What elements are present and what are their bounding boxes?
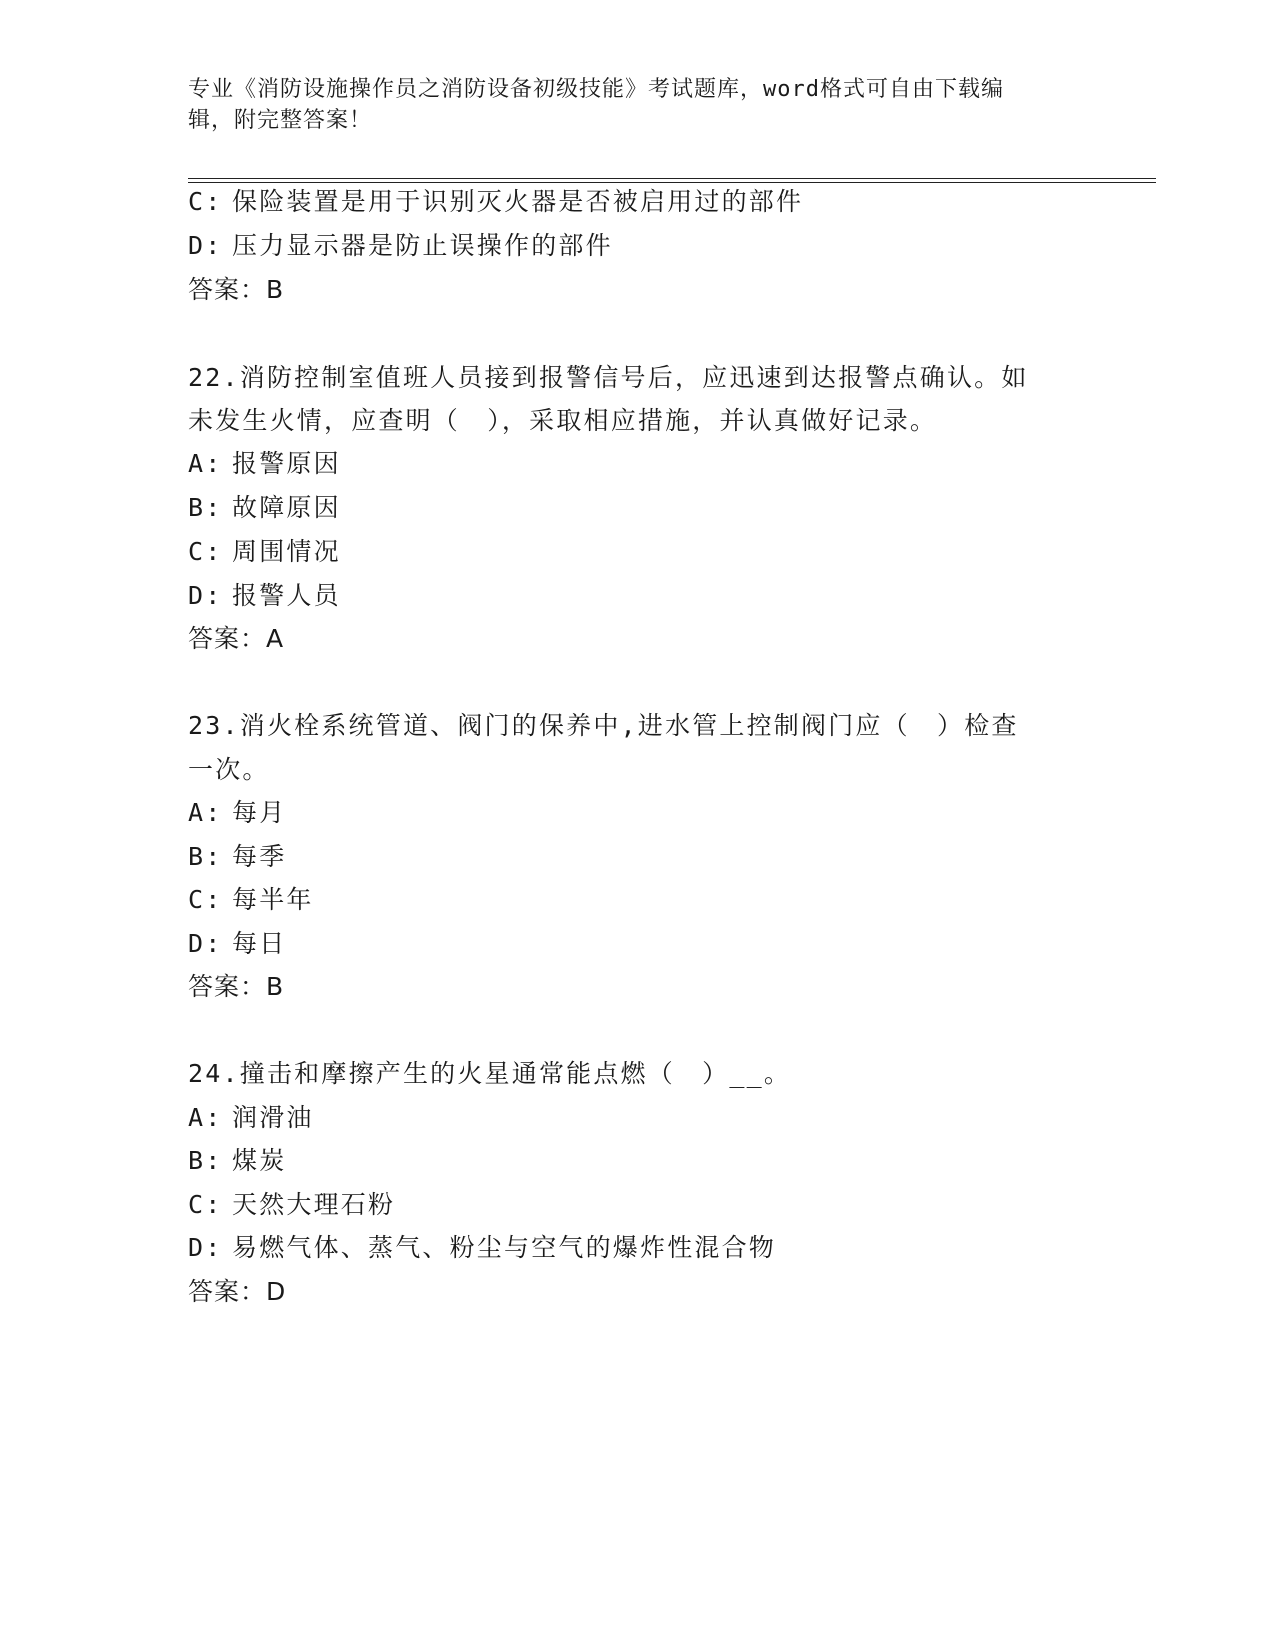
option-label: A: bbox=[188, 798, 223, 827]
option-text: 天然大理石粉 bbox=[232, 1190, 396, 1219]
option-text: 每日 bbox=[232, 929, 287, 958]
option-text: 每月 bbox=[232, 798, 287, 827]
option-d bbox=[188, 929, 286, 959]
option-text: 每半年 bbox=[232, 885, 314, 914]
option-text: 每季 bbox=[232, 842, 287, 871]
option-b bbox=[188, 493, 341, 523]
option-label: B: bbox=[188, 842, 223, 871]
option-a bbox=[188, 1103, 314, 1133]
option-label: C: bbox=[188, 1190, 223, 1219]
question-23-stem-line-1: 23.消火栓系统管道、阀门的保养中,进水管上控制阀门应（ ）检查 bbox=[188, 711, 1019, 740]
option-label: B: bbox=[188, 493, 223, 522]
option-label: D: bbox=[188, 231, 223, 260]
option-c bbox=[188, 885, 314, 915]
header-line-2: 辑，附完整答案！ bbox=[188, 108, 373, 133]
answer-line: 答案：B bbox=[188, 972, 285, 1001]
question-22-stem-line-2: 未发生火情，应查明（ ），采取相应措施，并认真做好记录。 bbox=[188, 406, 938, 435]
option-text: 报警原因 bbox=[232, 449, 341, 478]
answer-line: 答案：B bbox=[188, 275, 285, 304]
option-c bbox=[188, 537, 341, 567]
question-22-stem-line-1: 22.消防控制室值班人员接到报警信号后，应迅速到达报警点确认。如 bbox=[188, 363, 1029, 392]
option-label: D: bbox=[188, 1233, 223, 1262]
answer-line: 答案：D bbox=[188, 1277, 287, 1306]
option-text: 润滑油 bbox=[232, 1103, 314, 1132]
option-text: 报警人员 bbox=[232, 581, 341, 610]
option-label: C: bbox=[188, 537, 223, 566]
option-label: B: bbox=[188, 1146, 223, 1175]
document-header bbox=[188, 74, 1068, 136]
option-d bbox=[188, 1233, 776, 1263]
option-d bbox=[188, 231, 613, 261]
option-text: 易燃气体、蒸气、粉尘与空气的爆炸性混合物 bbox=[232, 1233, 777, 1262]
option-label: A: bbox=[188, 449, 223, 478]
question-23-stem-line-2: 一次。 bbox=[188, 755, 270, 784]
header-divider-top bbox=[188, 178, 1156, 179]
option-d bbox=[188, 581, 341, 611]
option-text: 煤炭 bbox=[232, 1146, 287, 1175]
option-text: 故障原因 bbox=[232, 493, 341, 522]
answer-line: 答案：A bbox=[188, 624, 285, 653]
option-c bbox=[188, 1190, 395, 1220]
option-a bbox=[188, 449, 341, 479]
option-c bbox=[188, 187, 803, 217]
option-label: C: bbox=[188, 885, 223, 914]
option-b bbox=[188, 1146, 286, 1176]
option-label: A: bbox=[188, 1103, 223, 1132]
question-24-stem: 24.撞击和摩擦产生的火星通常能点燃（ ）__。 bbox=[188, 1059, 792, 1088]
option-label: C: bbox=[188, 187, 223, 216]
option-text: 周围情况 bbox=[232, 537, 341, 566]
option-a bbox=[188, 798, 286, 828]
option-label: D: bbox=[188, 581, 223, 610]
header-line-1: 专业《消防设施操作员之消防设备初级技能》考试题库，word格式可自由下载编 bbox=[188, 77, 1004, 102]
option-b bbox=[188, 842, 286, 872]
option-text: 保险装置是用于识别灭火器是否被启用过的部件 bbox=[232, 187, 804, 216]
option-text: 压力显示器是防止误操作的部件 bbox=[232, 231, 613, 260]
header-divider-bottom bbox=[188, 182, 1156, 183]
option-label: D: bbox=[188, 929, 223, 958]
